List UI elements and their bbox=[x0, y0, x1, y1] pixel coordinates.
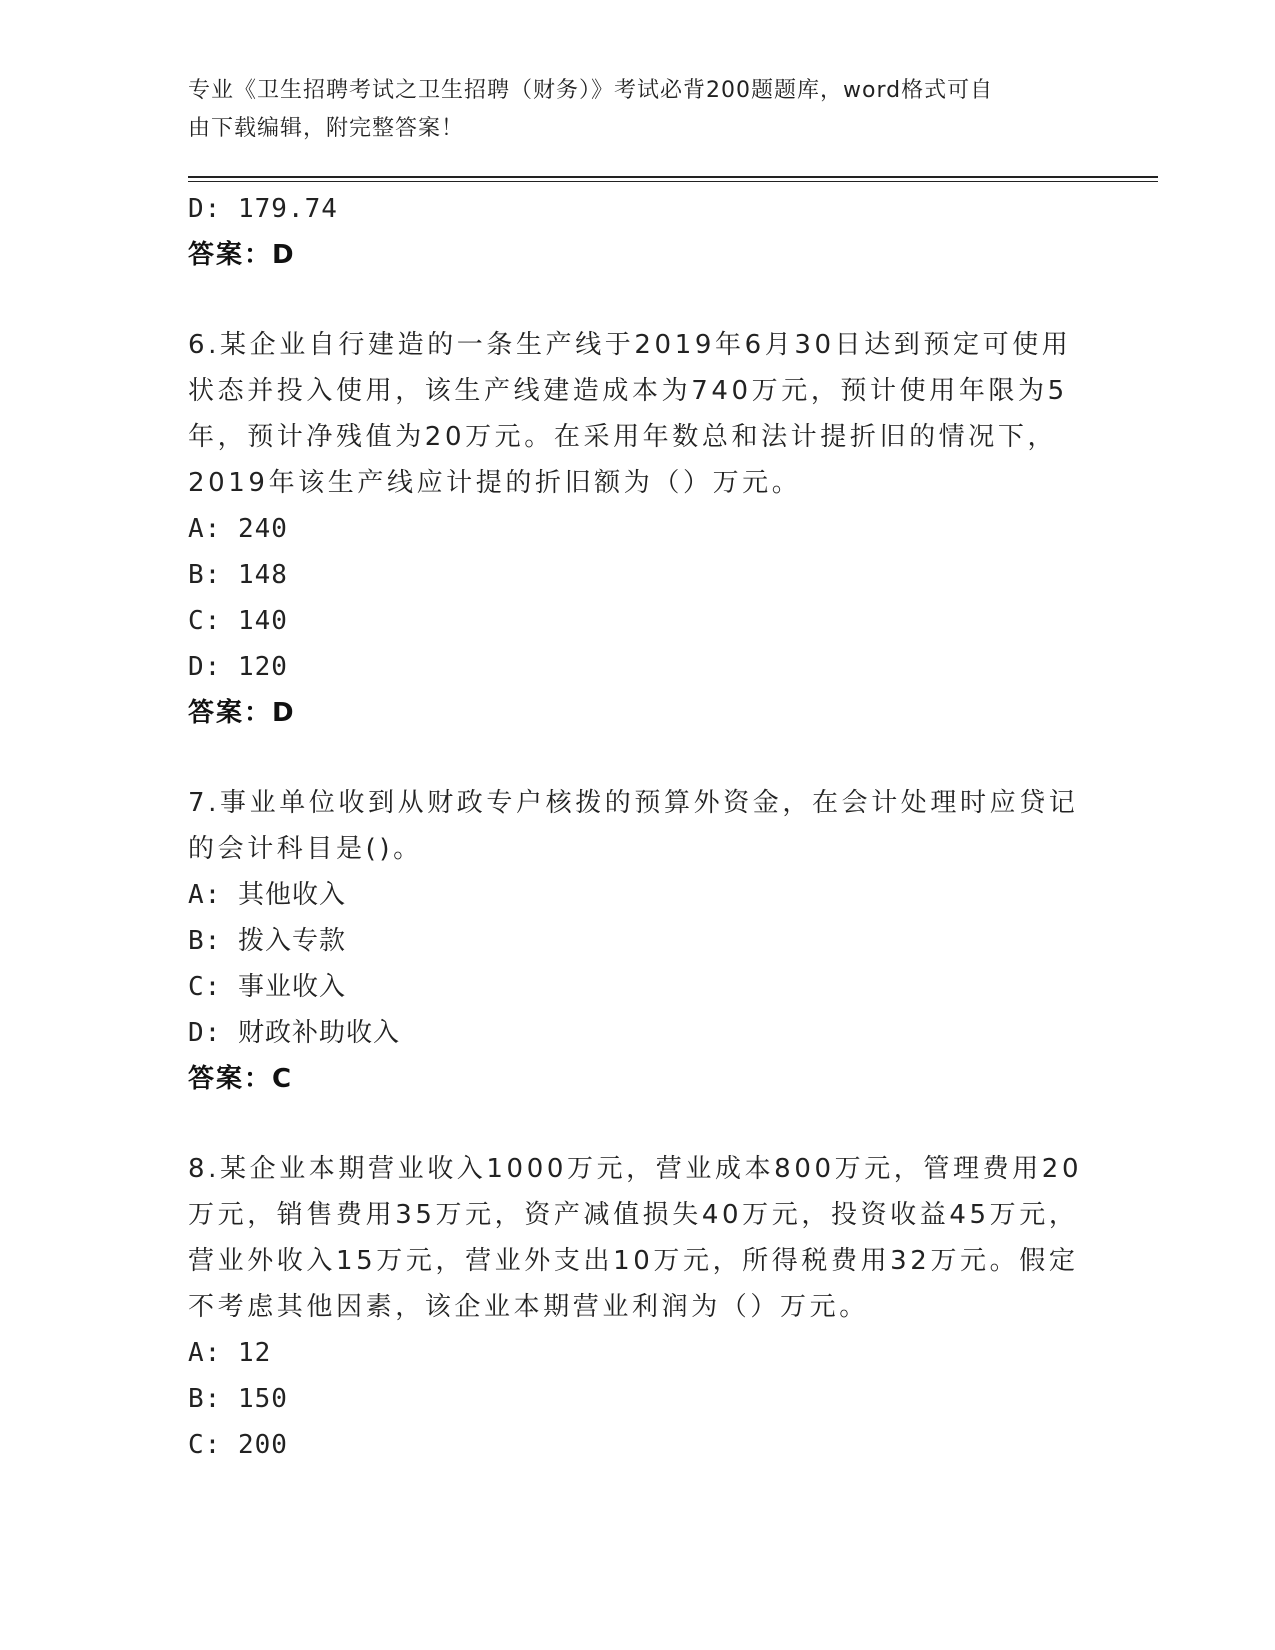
question-8-option-a: A: 12 bbox=[188, 1338, 272, 1368]
header-line-2: 由下载编辑，附完整答案！ bbox=[188, 116, 465, 141]
question-8-line-4: 不考虑其他因素，该企业本期营业利润为（）万元。 bbox=[188, 1292, 869, 1322]
question-8-line-3: 营业外收入15万元，营业外支出10万元，所得税费用32万元。假定 bbox=[188, 1246, 1079, 1276]
question-6-option-d: D: 120 bbox=[188, 652, 288, 682]
question-6-line-1: 6.某企业自行建造的一条生产线于2019年6月30日达到预定可使用 bbox=[188, 330, 1072, 360]
question-7 bbox=[188, 780, 1088, 872]
question-7-line-2: 的会计科目是()。 bbox=[188, 834, 423, 864]
header-rule-thin bbox=[188, 181, 1158, 182]
header-rule-thick bbox=[188, 176, 1158, 178]
question-6-line-4: 2019年该生产线应计提的折旧额为（）万元。 bbox=[188, 468, 802, 498]
question-7-option-b: B: 拨入专款 bbox=[188, 926, 346, 956]
question-6-line-3: 年，预计净残值为20万元。在采用年数总和法计提折旧的情况下， bbox=[188, 422, 1058, 452]
question-7-answer: 答案：C bbox=[188, 1064, 294, 1094]
question-6 bbox=[188, 322, 1088, 506]
question-7-option-d: D: 财政补助收入 bbox=[188, 1018, 400, 1048]
document-header bbox=[188, 72, 1068, 148]
document-body bbox=[188, 186, 1088, 1468]
header-line-1: 专业《卫生招聘考试之卫生招聘（财务）》考试必背200题题库，word格式可自 bbox=[188, 78, 994, 103]
question-6-option-a: A: 240 bbox=[188, 514, 288, 544]
question-6-option-c: C: 140 bbox=[188, 606, 288, 636]
question-6-option-b: B: 148 bbox=[188, 560, 288, 590]
question-8-line-1: 8.某企业本期营业收入1000万元，营业成本800万元，管理费用20 bbox=[188, 1154, 1083, 1184]
prev-option-d: D: 179.74 bbox=[188, 194, 338, 224]
question-6-answer: 答案：D bbox=[188, 698, 296, 728]
question-8-option-c: C: 200 bbox=[188, 1430, 288, 1460]
question-7-option-a: A: 其他收入 bbox=[188, 880, 346, 910]
question-7-option-c: C: 事业收入 bbox=[188, 972, 346, 1002]
question-7-line-1: 7.事业单位收到从财政专户核拨的预算外资金，在会计处理时应贷记 bbox=[188, 788, 1079, 818]
question-8 bbox=[188, 1146, 1088, 1330]
prev-answer: 答案：D bbox=[188, 240, 296, 270]
question-8-option-b: B: 150 bbox=[188, 1384, 288, 1414]
question-6-line-2: 状态并投入使用，该生产线建造成本为740万元，预计使用年限为5 bbox=[188, 376, 1068, 406]
question-8-line-2: 万元，销售费用35万元，资产减值损失40万元，投资收益45万元， bbox=[188, 1200, 1079, 1230]
